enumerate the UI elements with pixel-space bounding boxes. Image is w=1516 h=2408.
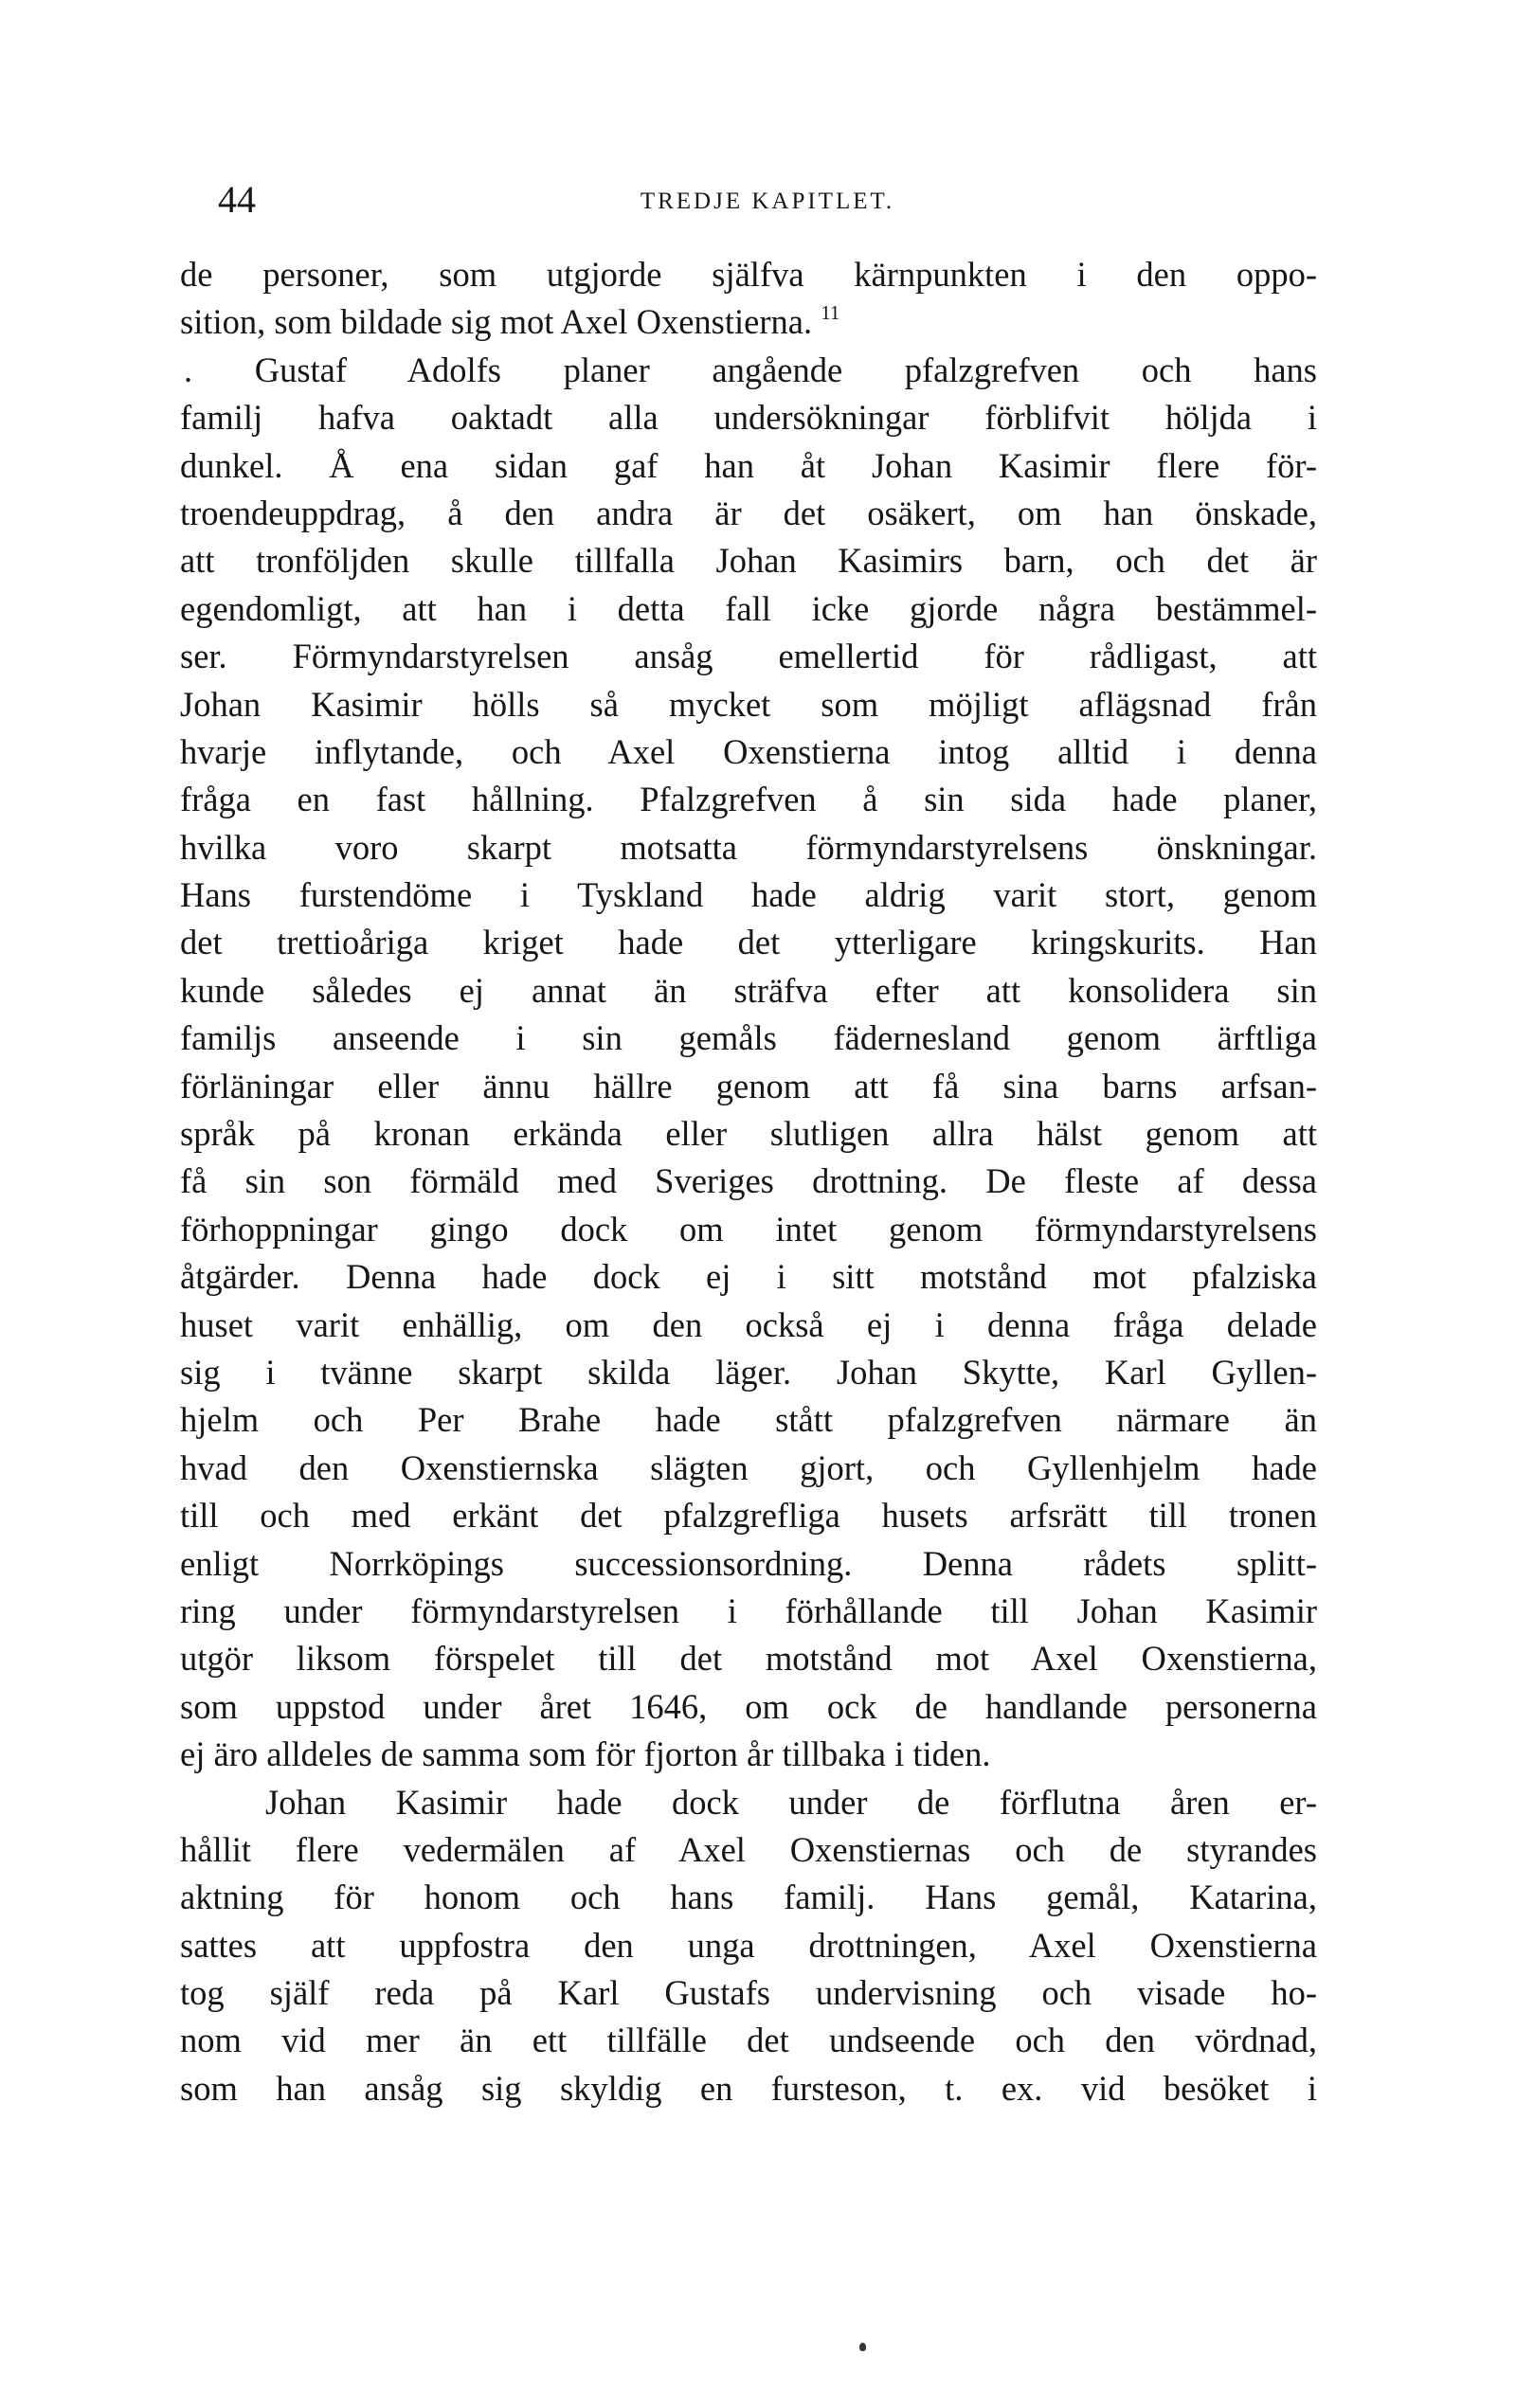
text-line: sig i tvänne skarpt skilda läger. Johan Skytte, Karl Gyllen- — [180, 1352, 1317, 1392]
text-line-content: sition, som bildade sig mot Axel Oxenstierna. — [180, 302, 813, 342]
text-line: hvilka voro skarpt motsatta förmyndarstyrelsens önskningar. — [180, 827, 1317, 867]
page-header — [218, 176, 1317, 224]
text-line: tog själf reda på Karl Gustafs undervisning och visade ho- — [180, 1973, 1317, 2013]
text-line: ring under förmyndarstyrelsen i förhållande till Johan Kasimir — [180, 1590, 1317, 1630]
text-line: Johan Kasimir hade dock under de förflutna åren er- — [265, 1782, 1317, 1822]
text-line: hvarje inflytande, och Axel Oxenstierna intog alltid i denna — [180, 731, 1317, 771]
text-line — [180, 298, 1317, 346]
text-line: utgör liksom förspelet till det motstånd mot Axel Oxenstierna, — [180, 1639, 1317, 1679]
text-line: troendeuppdrag, å den andra är det osäkert, om han önskade, — [180, 493, 1317, 532]
text-line: fråga en fast hållning. Pfalzgrefven å sin sida hade planer, — [180, 780, 1317, 819]
text-line: familj hafva oaktadt alla undersökningar förblifvit höljda i — [180, 398, 1317, 438]
text-line: huset varit enhällig, om den också ej i denna fråga delade — [180, 1304, 1317, 1344]
text-line: kunde således ej annat än sträfva efter att konsolidera sin — [180, 970, 1317, 1010]
text-line: dunkel. Å ena sidan gaf han åt Johan Kasimir flere för- — [180, 445, 1317, 485]
text-line: som han ansåg sig skyldig en fursteson, t. ex. vid besöket i — [180, 2068, 1317, 2108]
text-line: åtgärder. Denna hade dock ej i sitt motstånd mot pfalziska — [180, 1257, 1317, 1297]
text-line: som uppstod under året 1646, om ock de handlande personerna — [180, 1686, 1317, 1726]
text-line: till och med erkänt det pfalzgrefliga husets arfsrätt till tronen — [180, 1496, 1317, 1536]
text-line: att tronföljden skulle tillfalla Johan Kasimirs barn, och det är — [180, 541, 1317, 581]
text-line: få sin son förmäld med Sveriges drottning. De fleste af dessa — [180, 1161, 1317, 1201]
ink-mark — [859, 2343, 866, 2351]
text-line: ser. Förmyndarstyrelsen ansåg emellertid för rådligast, att — [180, 637, 1317, 676]
text-line: hjelm och Per Brahe hade stått pfalzgrefven närmare än — [180, 1400, 1317, 1440]
text-line: de personer, som utgjorde själfva kärnpunkten i den oppo- — [180, 255, 1317, 294]
text-line: språk på kronan erkända eller slutligen allra hälst genom att — [180, 1114, 1317, 1154]
text-line: . Gustaf Adolfs planer angående pfalzgrefven och hans — [184, 350, 1317, 389]
footnote-reference: 11 — [821, 301, 840, 325]
text-line: familjs anseende i sin gemåls fädernesland genom ärftliga — [180, 1018, 1317, 1058]
running-title: TREDJE KAPITLET. — [640, 189, 895, 214]
page-number: 44 — [218, 178, 256, 221]
text-line: förläningar eller ännu hällre genom att få sina barns arfsan- — [180, 1066, 1317, 1105]
text-line: ej äro alldeles de samma som för fjorton år tillbaka i tiden. — [180, 1734, 991, 1774]
text-line: förhoppningar gingo dock om intet genom förmyndarstyrelsens — [180, 1209, 1317, 1249]
text-line: Johan Kasimir hölls så mycket som möjligt aflägsnad från — [180, 684, 1317, 724]
text-line: Hans furstendöme i Tyskland hade aldrig varit stort, genom — [180, 875, 1317, 915]
text-line: enligt Norrköpings successionsordning. Denna rådets splitt- — [180, 1543, 1317, 1583]
text-line: nom vid mer än ett tillfälle det undseende och den vördnad, — [180, 2021, 1317, 2060]
body-text — [180, 251, 1317, 2112]
text-line: det trettioåriga kriget hade det ytterligare kringskurits. Han — [180, 923, 1317, 962]
text-line: hållit flere vedermälen af Axel Oxenstiernas och de styrandes — [180, 1829, 1317, 1869]
text-line: egendomligt, att han i detta fall icke gjorde några bestämmel- — [180, 588, 1317, 628]
text-line: hvad den Oxenstiernska slägten gjort, och Gyllenhjelm hade — [180, 1447, 1317, 1487]
text-line: aktning för honom och hans familj. Hans gemål, Katarina, — [180, 1878, 1317, 1917]
text-line: sattes att uppfostra den unga drottningen, Axel Oxenstierna — [180, 1925, 1317, 1965]
